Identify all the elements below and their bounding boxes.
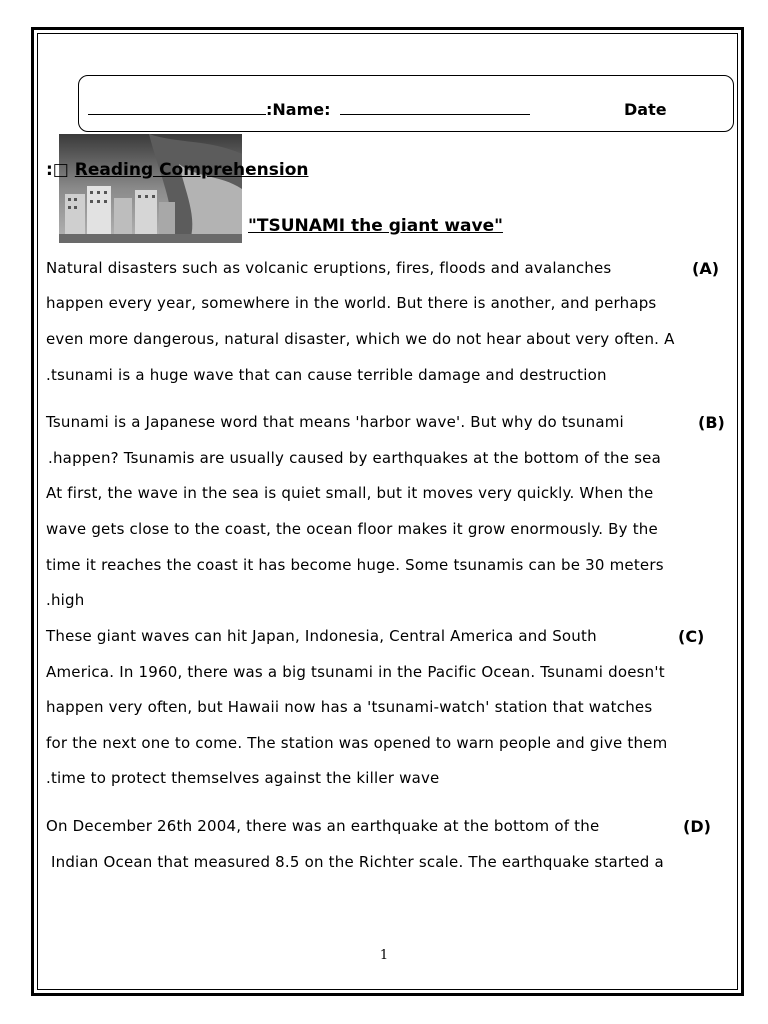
paragraph-a-line-2: happen every year, somewhere in the world. But there is another, and perhaps: [46, 294, 657, 312]
name-blank-left: [88, 100, 266, 115]
article-title: "TSUNAMI the giant wave": [248, 216, 503, 236]
paragraph-b-line-5: time it reaches the coast it has become huge. Some tsunamis can be 30 meters: [46, 556, 664, 574]
paragraph-a-line-4: .tsunami is a huge wave that can cause terrible damage and destruction: [46, 366, 607, 384]
paragraph-b-line-3: At first, the wave in the sea is quiet small, but it moves very quickly. When the: [46, 484, 654, 502]
paragraph-b-line-4: wave gets close to the coast, the ocean floor makes it grow enormously. By the: [46, 520, 658, 538]
name-line: [88, 100, 530, 119]
name-label: :Name:: [266, 100, 331, 119]
paragraph-a-marker: (A): [692, 259, 720, 278]
page-number: 1: [379, 948, 389, 963]
date-label: Date: [624, 100, 667, 119]
paragraph-c-line-5: .time to protect themselves against the killer wave: [46, 769, 440, 787]
paragraph-c-line-1: These giant waves can hit Japan, Indonesia, Central America and South: [46, 627, 597, 645]
paragraph-b-line-1: Tsunami is a Japanese word that means 'harbor wave'. But why do tsunami: [46, 413, 624, 431]
paragraph-b-line-2: .happen? Tsunamis are usually caused by earthquakes at the bottom of the sea: [48, 449, 661, 467]
section-title: Reading Comprehension: [74, 160, 309, 180]
paragraph-a-line-3: even more dangerous, natural disaster, which we do not hear about very often. A: [46, 330, 675, 348]
paragraph-d-line-2: Indian Ocean that measured 8.5 on the Richter scale. The earthquake started a: [51, 853, 664, 871]
paragraph-d-marker: (D): [683, 817, 711, 836]
section-heading: [46, 160, 309, 180]
paragraph-c-line-3: happen very often, but Hawaii now has a 'tsunami-watch' station that watches: [46, 698, 653, 716]
paragraph-b-line-6: .high: [46, 591, 85, 609]
paragraph-c-marker: (C): [678, 627, 705, 646]
paragraph-c-line-4: for the next one to come. The station was opened to warn people and give them: [46, 734, 668, 752]
name-blank-right: [340, 100, 530, 115]
paragraph-b-marker: (B): [698, 413, 725, 432]
tsunami-image-icon: [59, 134, 242, 243]
section-prefix: :□: [46, 160, 69, 180]
paragraph-d-line-1: On December 26th 2004, there was an earthquake at the bottom of the: [46, 817, 600, 835]
paragraph-c-line-2: America. In 1960, there was a big tsunami in the Pacific Ocean. Tsunami doesn't: [46, 663, 665, 681]
tsunami-photo: [59, 134, 242, 243]
paragraph-a-line-1: Natural disasters such as volcanic eruptions, fires, floods and avalanches: [46, 259, 612, 277]
